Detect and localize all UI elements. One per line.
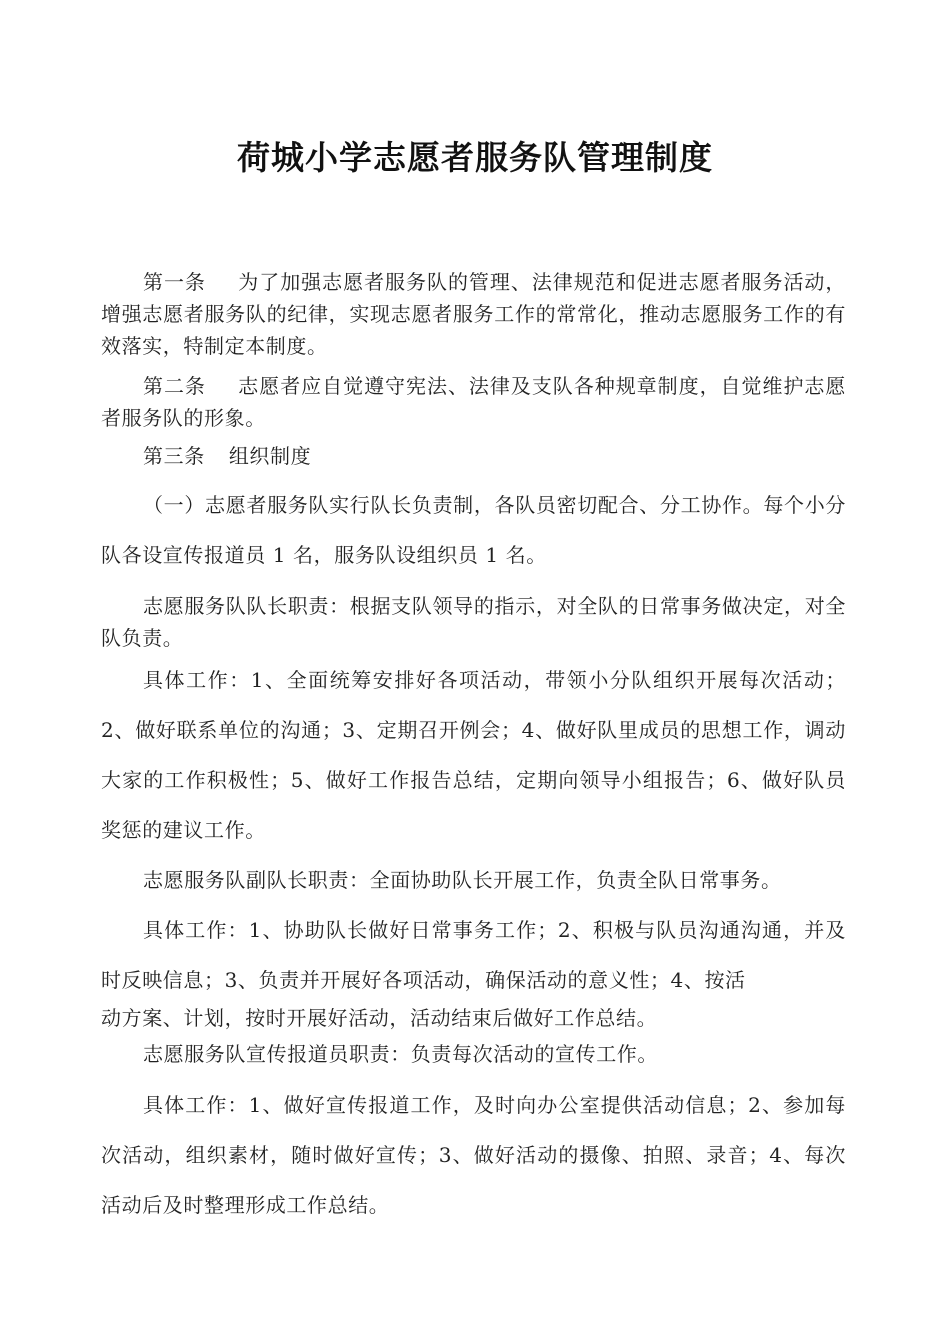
publicity-duty-paragraph: 志愿服务队宣传报道员职责：负责每次活动的宣传工作。 (143, 1042, 658, 1066)
document-title: 荷城小学志愿者服务队管理制度 (237, 138, 713, 177)
article-3 (101, 440, 846, 472)
vice-captain-work-paragraph: 具体工作：1、协助队长做好日常事务工作；2、积极与队员沟通沟通，并及时反映信息；3、负责并开展好各项活动，确保活动的意义性；4、按活 (101, 918, 846, 992)
article-2-text: 志愿者应自觉遵守宪法、法律及支队各种规章制度，自觉维护志愿者服务队的形象。 (101, 374, 846, 430)
captain-duty-paragraph: 志愿服务队队长职责：根据支队领导的指示，对全队的日常事务做决定，对全队负责。 (101, 594, 846, 650)
article-1-text: 为了加强志愿者服务队的管理、法律规范和促进志愿者服务活动，增强志愿者服务队的纪律，实现志愿者服务工作的常常化，推动志愿服务工作的有效落实，特制定本制度。 (101, 270, 846, 358)
article-3-text: 组织制度 (228, 444, 312, 468)
article-1 (101, 266, 846, 362)
section-1-paragraph: （一）志愿者服务队实行队长负责制，各队员密切配合、分工协作。每个小分队各设宣传报道员 1 名，服务队设组织员 1 名。 (101, 493, 846, 567)
vice-captain-duty-paragraph: 志愿服务队副队长职责：全面协助队长开展工作，负责全队日常事务。 (143, 868, 782, 892)
article-3-label: 第三条 (143, 444, 205, 468)
article-2-label: 第二条 (143, 374, 206, 398)
vice-captain-work-continued: 动方案、计划，按时开展好活动，活动结束后做好工作总结。 (101, 1006, 658, 1030)
article-1-label: 第一条 (143, 270, 206, 294)
captain-work-paragraph: 具体工作：1、全面统筹安排好各项活动，带领小分队组织开展每次活动；2、做好联系单位的沟通；3、定期召开例会；4、做好队里成员的思想工作，调动大家的工作积极性；5、做好工作报告总结，定期向领导小组报告；6、做好队员奖惩的建议工作。 (101, 668, 846, 842)
publicity-work-paragraph: 具体工作：1、做好宣传报道工作，及时向办公室提供活动信息；2、参加每次活动，组织素材，随时做好宣传；3、做好活动的摄像、拍照、录音；4、每次活动后及时整理形成工作总结。 (101, 1093, 846, 1217)
article-2 (101, 370, 846, 434)
